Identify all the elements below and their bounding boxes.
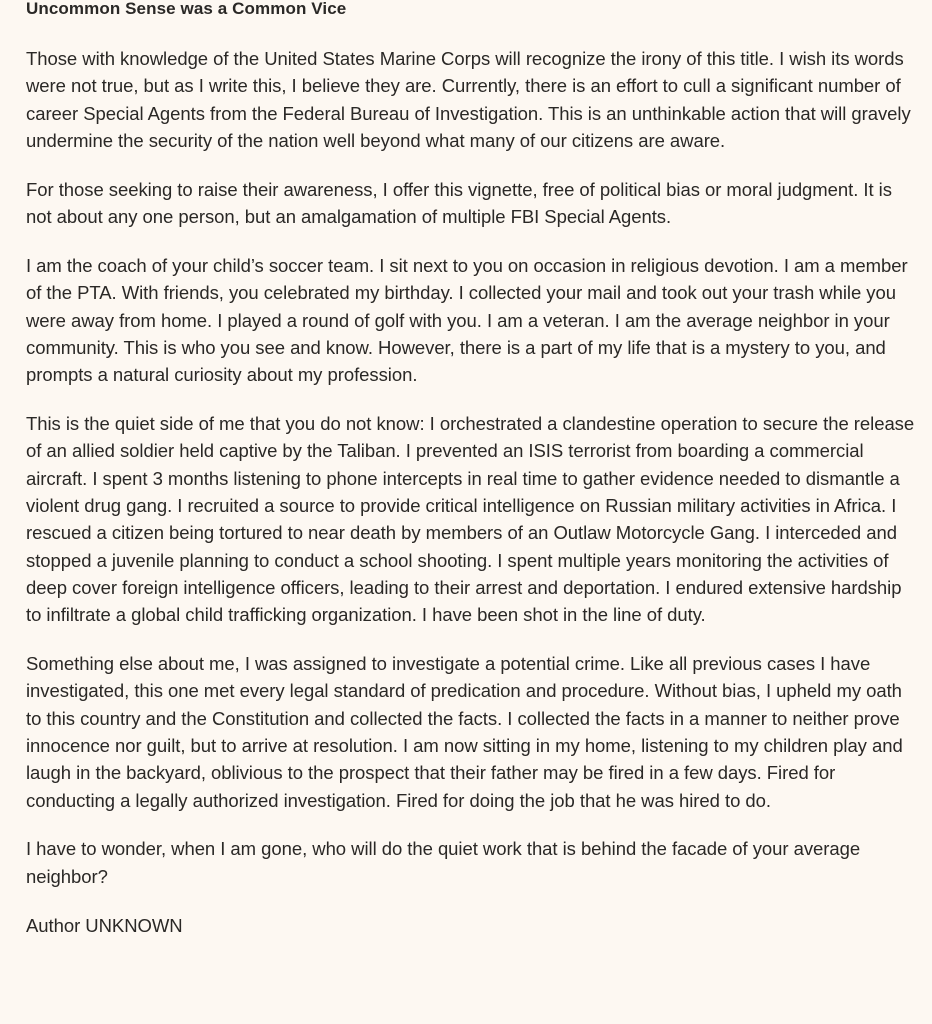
paragraph-intro: Those with knowledge of the United States Marine Corps will recognize the irony of this title. I wish its words were not true, but as I write this, I believe they are. Currently, there is an effort to cull a significant number of career Special Agents from the Federal Bureau of Investigation. This is an unthinkable action that will gravely undermine the security of the nation well beyond what many of our citizens are aware. [26, 48, 911, 151]
paragraph-closing-question: I have to wonder, when I am gone, who will do the quiet work that is behind the facade of your average neighbor? [26, 838, 861, 887]
paragraph-investigation: Something else about me, I was assigned to investigate a potential crime. Like all previous cases I have investigated, this one met every legal standard of predication and procedure. Without bias, I upheld my oath to this country and the Constitution and collected the facts. I collected the facts in a manner to neither prove innocence nor guilt, but to arrive at resolution. I am now sitting in my home, listening to my children play and laugh in the backyard, oblivious to the prospect that their father may be fired in a few days. Fired for conducting a legally authorized investigation. Fired for doing the job that he was hired to do. [26, 653, 903, 811]
article-author: Author UNKNOWN [26, 914, 183, 936]
paragraph-quiet-side: This is the quiet side of me that you do not know: I orchestrated a clandestine operation to secure the release of an allied soldier held captive by the Taliban. I prevented an ISIS terrorist from boarding a commercial aircraft. I spent 3 months listening to phone intercepts in real time to gather evidence needed to dismantle a violent drug gang. I recruited a source to provide critical intelligence on Russian military activities in Africa. I rescued a citizen being tortured to near death by members of an Outlaw Motorcycle Gang. I interceded and stopped a juvenile planning to conduct a school shooting. I spent multiple years monitoring the activities of deep cover foreign intelligence officers, leading to their arrest and deportation. I endured extensive hardship to infiltrate a global child trafficking organization. I have been shot in the line of duty. [26, 413, 915, 626]
paragraph-neighbor: I am the coach of your child’s soccer team. I sit next to you on occasion in religious devotion. I am a member of the PTA. With friends, you celebrated my birthday. I collected your mail and took out your trash while you were away from home. I played a round of golf with you. I am a veteran. I am the average neighbor in your community. This is who you see and know. However, there is a part of my life that is a mystery to you, and prompts a natural curiosity about my profession. [26, 254, 908, 386]
paragraph-vignette: For those seeking to raise their awareness, I offer this vignette, free of political bias or moral judgment. It is not about any one person, but an amalgamation of multiple FBI Special Agents. [26, 178, 892, 228]
article-title: Uncommon Sense was a Common Vice [26, 0, 347, 17]
